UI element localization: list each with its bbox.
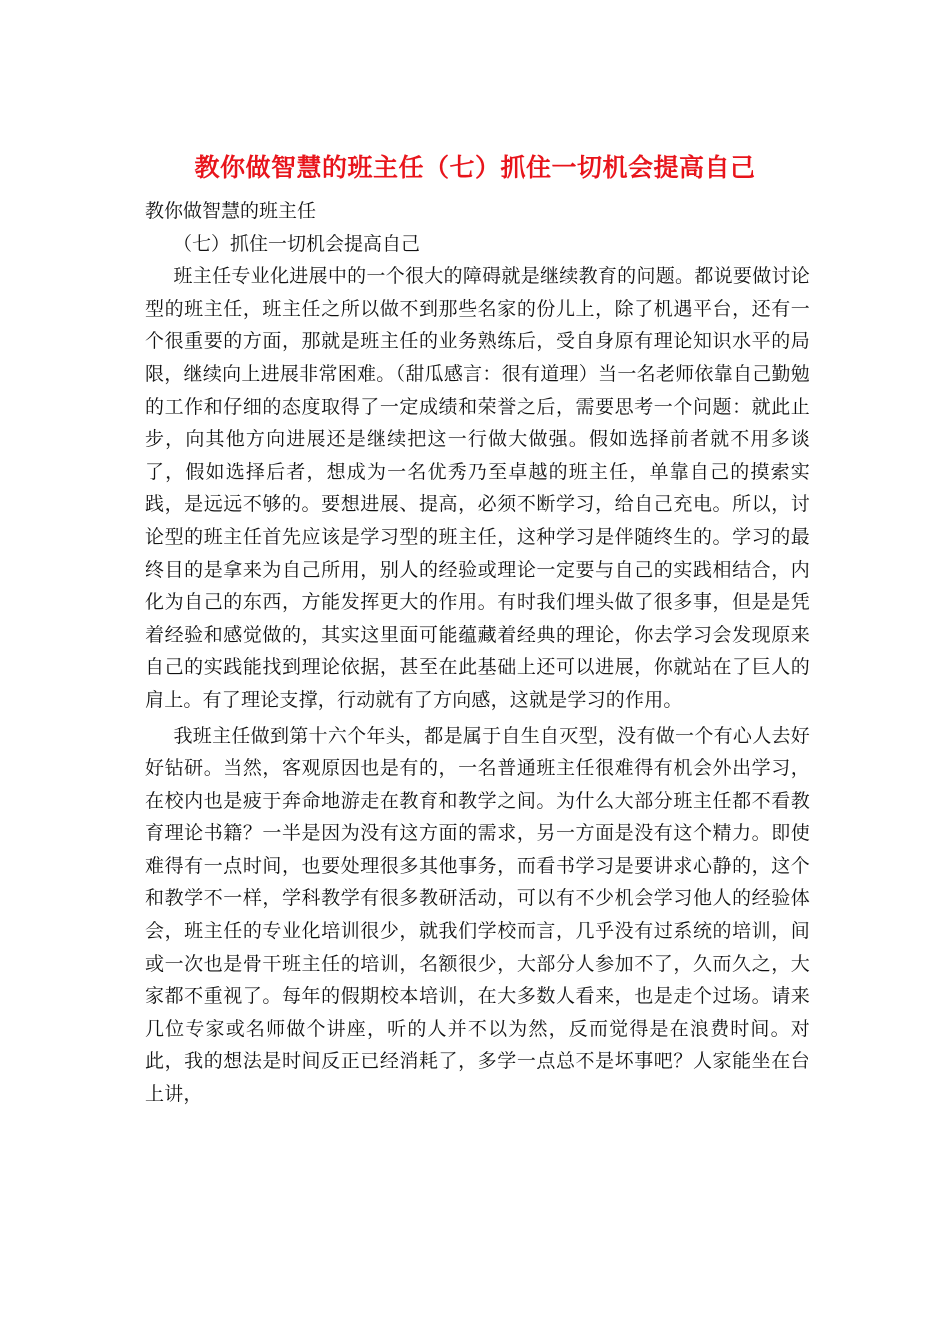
subheading-series: 教你做智慧的班主任 — [145, 200, 317, 222]
document-title: 教你做智慧的班主任（七）抓住一切机会提高自己 — [194, 153, 756, 182]
subheading-chapter: （七）抓住一切机会提高自己 — [173, 232, 421, 255]
document-body — [145, 195, 810, 1111]
body-paragraph: 班主任专业化进展中的一个很大的障碍就是继续教育的问题。都说要做讨论型的班主任，班主任之所以做不到那些名家的份儿上，除了机遇平台，还有一个很重要的方面，那就是班主任的业务熟练后，受自身原有理论知识水平的局限，继续向上进展非常困难。（甜瓜感言：很有道理）当一名老师依靠自己勤勉的工作和仔细的态度取得了一定成绩和荣誉之后，需要思考一个问题：就此止步，向其他方向进展还是继续把这一行做大做强。假如选择前者就不用多谈了，假如选择后者，想成为一名优秀乃至卓越的班主任，单靠自己的摸索实践，是远远不够的。要想进展、提高，必须不断学习，给自己充电。所以，讨论型的班主任首先应该是学习型的班主任，这种学习是伴随终生的。学习的最终目的是拿来为自己所用，别人的经验或理论一定要与自己的实践相结合，内化为自己的东西，方能发挥更大的作用。有时我们埋头做了很多事，但是是凭着经验和感觉做的，其实这里面可能蕴藏着经典的理论，你去学习会发现原来自己的实践能找到理论依据，甚至在此基础上还可以进展，你就站在了巨人的肩上。有了理论支撑，行动就有了方向感，这就是学习的作用。 — [145, 265, 810, 711]
body-paragraph: 我班主任做到第十六个年头，都是属于自生自灭型，没有做一个有心人去好好钻研。当然，客观原因也是有的，一名普通班主任很难得有机会外出学习，在校内也是疲于奔命地游走在教育和教学之间。为什么大部分班主任都不看教育理论书籍？一半是因为没有这方面的需求，另一方面是没有这个精力。即使难得有一点时间，也要处理很多其他事务，而看书学习是要讲求心静的，这个和教学不一样，学科教学有很多教研活动，可以有不少机会学习他人的经验体会，班主任的专业化培训很少，就我们学校而言，几乎没有过系统的培训，间或一次也是骨干班主任的培训，名额很少，大部分人参加不了，久而久之，大家都不重视了。每年的假期校本培训，在大多数人看来，也是走个过场。请来几位专家或名师做个讲座，听的人并不以为然，反而觉得是在浪费时间。对此，我的想法是时间反正已经消耗了，多学一点总不是坏事吧？人家能坐在台上讲， — [145, 724, 810, 1106]
